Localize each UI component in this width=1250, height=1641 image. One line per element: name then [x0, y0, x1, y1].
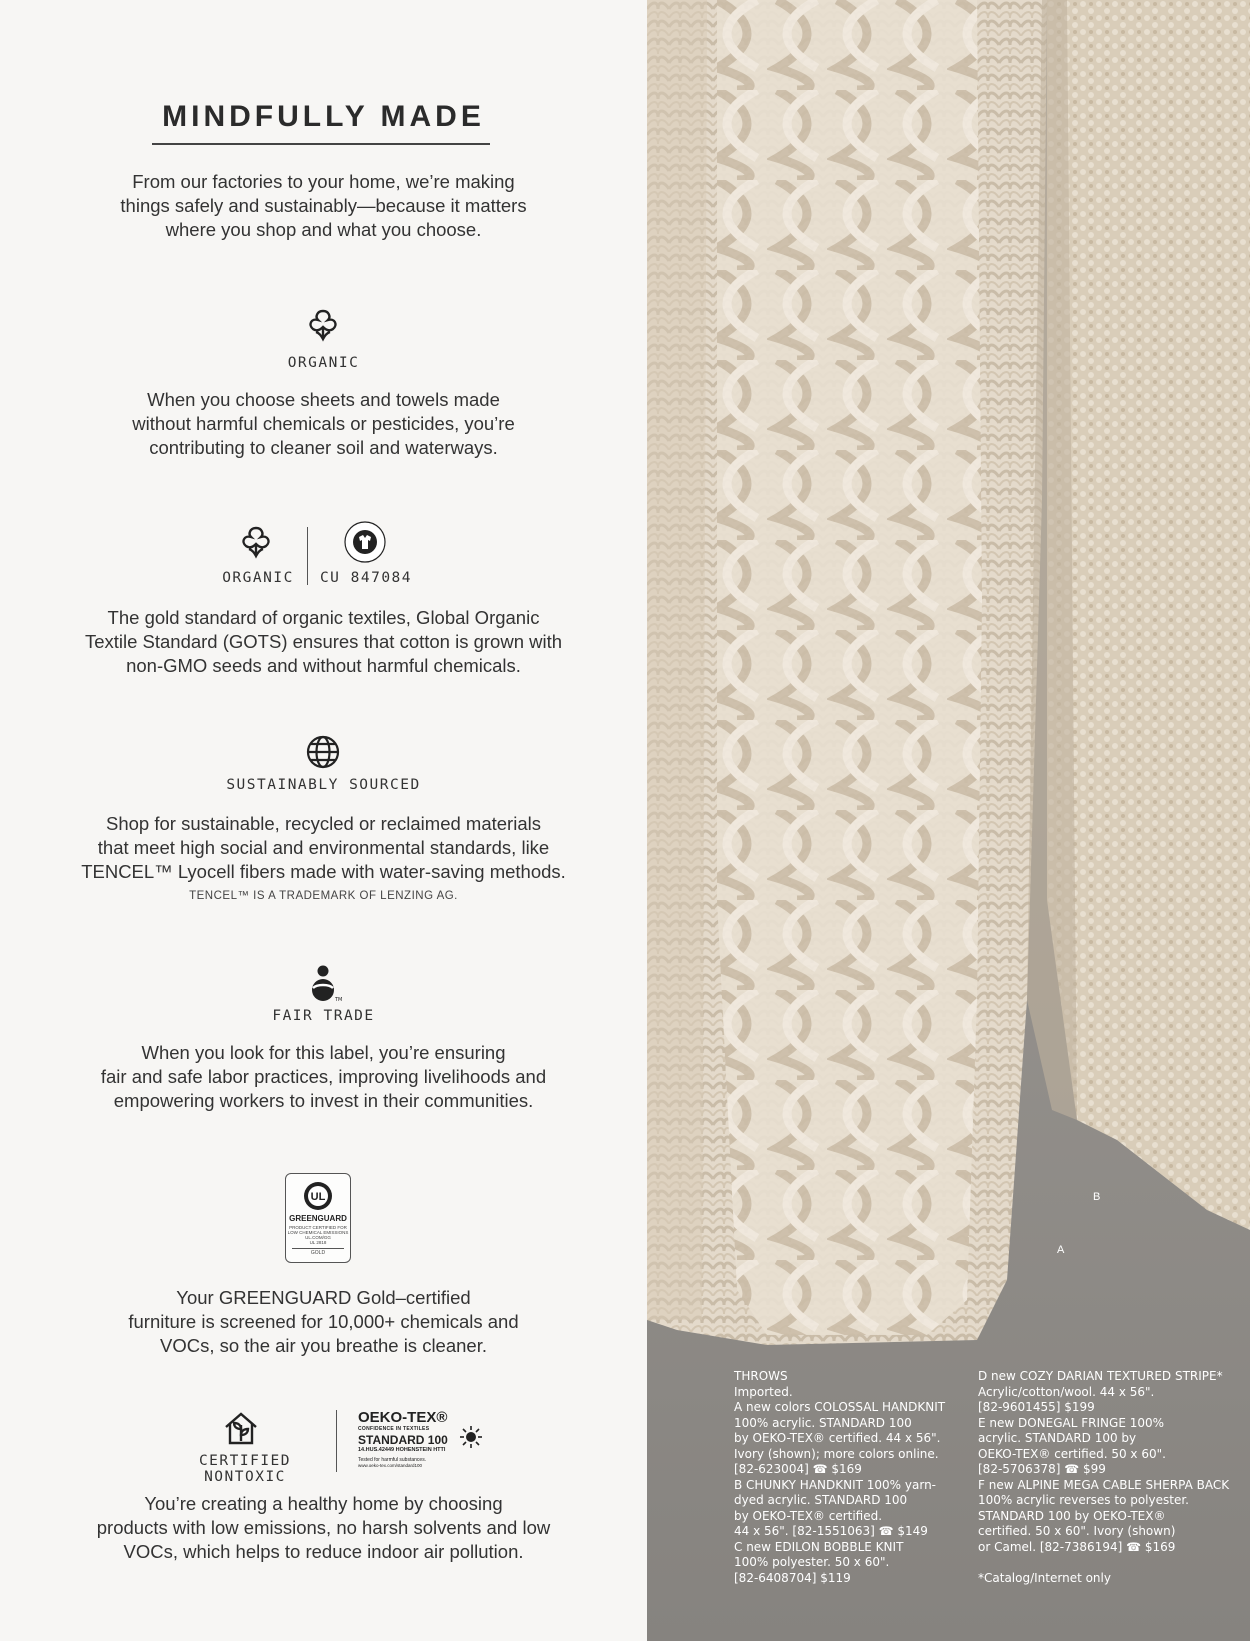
gots-organic-label: ORGANIC [222, 570, 294, 586]
organic-label: ORGANIC [287, 355, 360, 371]
greenguard-text: Your GREENGUARD Gold–certified furniture is screened for 10,000+ chemicals and VOCs, so the air you breathe is cleaner. [128, 1287, 519, 1356]
oeko-tex-label [358, 1409, 458, 1468]
photo-marker-a: A [1057, 1244, 1065, 1256]
greenguard-badge-title: GREENGUARD [289, 1214, 347, 1223]
nontoxic-divider [336, 1410, 337, 1472]
globe-icon [303, 732, 343, 772]
greenguard-badge-lines: PRODUCT CERTIFIED FOR LOW CHEMICAL EMISSIONS UL.COM/GG UL 2818 [287, 1225, 349, 1245]
sustainable-text: Shop for sustainable, recycled or reclaimed materials that meet high social and environmental standards, like TENCEL™ Lyocell fibers made with water-saving methods. [81, 813, 566, 882]
oeko-tagline: CONFIDENCE IN TEXTILES [358, 1426, 430, 1432]
oeko-standard: STANDARD 100 [358, 1433, 448, 1447]
gots-divider [307, 527, 308, 585]
fair-trade-icon [303, 962, 343, 1004]
gots-text: The gold standard of organic textiles, Global Organic Textile Standard (GOTS) ensures that cotton is grown with non-GMO seeds and without harmful chemicals. [84, 607, 563, 676]
intro-text: From our factories to your home, we’re making things safely and sustainably—because it matters where you shop and what you choose. [120, 171, 527, 240]
photo-marker-b: B [1093, 1191, 1101, 1203]
oeko-brand: OEKO-TEX® [358, 1409, 448, 1426]
svg-text:TM: TM [335, 997, 343, 1003]
cotton-flower-icon [301, 305, 345, 345]
catalog-column-2: D new COZY DARIAN TEXTURED STRIPE* Acrylic/cotton/wool. 44 x 56". [82-9601455] $199 E new DONEGAL FRINGE 100% acrylic. STANDARD 100 by OEKO-TEX® certified. 50 x 60". [82-5706378] ☎ $99 F new ALPINE MEGA CABLE SHERPA BACK 100% acrylic reverses to polyester. STANDARD 100 by OEKO-TEX® certified. 50 x 60". Ivory (shown) or Camel. [82-7386194] ☎ $169 *Catalog/Internet only [978, 1369, 1230, 1585]
gots-code: CU 847084 [319, 570, 413, 586]
catalog-column-1: THROWS Imported. A new colors COLOSSAL HANDKNIT 100% acrylic. STANDARD 100 by OEKO-TEX® certified. 44 x 56". Ivory (shown); more colors online. [82-623004] ☎ $169 B CHUNKY HANDKNIT 100% yarn- dyed acrylic. STANDARD 100 by OEKO-TEX® certified. 44 x 56". [82-1551063] ☎ $149 C new EDILON BOBBLE KNIT 100% polyester. 50 x 60". [82-6408704] $119 [734, 1369, 946, 1585]
greenguard-badge-icon [285, 1173, 351, 1263]
fair-trade-text: When you look for this label, you’re ensuring fair and safe labor practices, improving livelihoods and empowering workers to invest in their communities. [100, 1042, 547, 1111]
greenguard-badge-level: GOLD [310, 1250, 326, 1256]
cotton-flower-icon [236, 522, 276, 562]
oeko-tested: Tested for harmful substances. [358, 1457, 427, 1463]
sustainable-label: SUSTAINABLY SOURCED [226, 777, 421, 793]
title-underline [152, 143, 490, 145]
tencel-footnote: TENCEL™ IS A TRADEMARK OF LENZING AG. [189, 890, 458, 902]
greenguard-ul-logo: UL [310, 1191, 326, 1203]
nontoxic-label: CERTIFIED NONTOXIC [198, 1453, 292, 1485]
gots-seal-icon [342, 519, 388, 565]
badge-rule [292, 1248, 344, 1249]
oeko-number: 14.HUS.42449 HOHENSTEIN HTTI [358, 1447, 446, 1453]
knit-throw-photo [647, 0, 1250, 1641]
oeko-url: www.oeko-tex.com/standard100 [358, 1463, 423, 1468]
nontoxic-text: You’re creating a healthy home by choosing products with low emissions, no harsh solvents and low VOCs, which helps to reduce indoor air pollution. [96, 1493, 551, 1562]
oeko-sun-icon [458, 1424, 484, 1450]
page-title: MINDFULLY MADE [162, 100, 485, 133]
house-leaf-icon [219, 1408, 263, 1448]
organic-text: When you choose sheets and towels made without harmful chemicals or pesticides, you’re contributing to cleaner soil and waterways. [132, 389, 515, 458]
fair-trade-label: FAIR TRADE [272, 1008, 375, 1024]
